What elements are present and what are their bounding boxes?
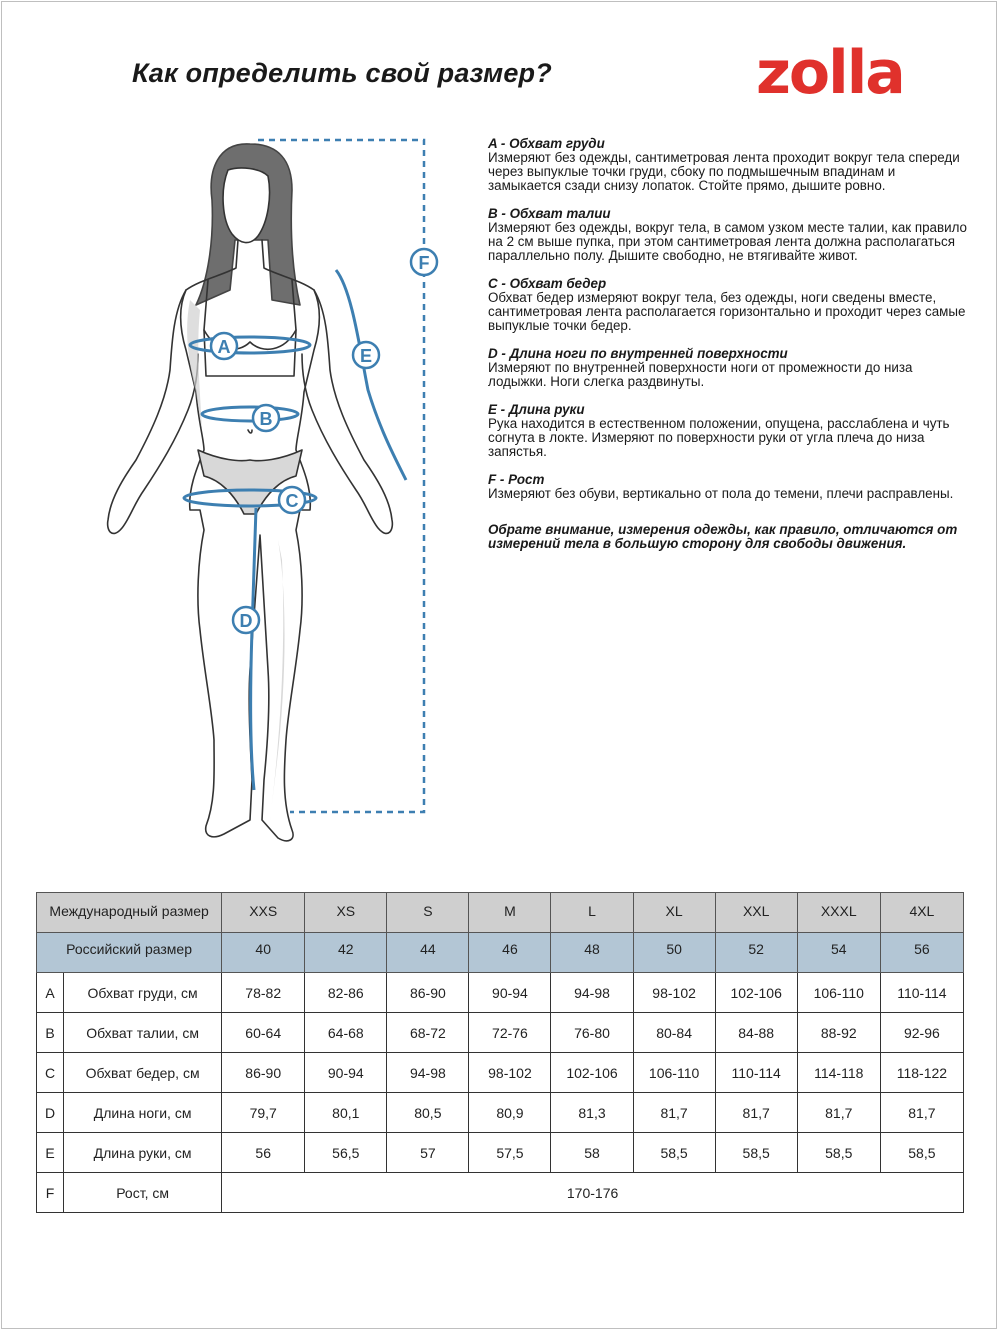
table-row-hips [37, 1053, 964, 1093]
description-text: Измеряют без одежды, сантиметровая лента проходит вокруг тела спереди через выпуклые точки груди, сбоку по подмышечным впадинам и замыкается сзади снизу лопаток. Стойте прямо, дышите ровно. [488, 150, 960, 193]
table-cell: 118-122 [880, 1053, 963, 1093]
description-chest [488, 137, 968, 193]
table-cell: 60-64 [222, 1013, 305, 1053]
rus-size-cell: 54 [797, 933, 880, 973]
table-cell: 76-80 [551, 1013, 633, 1053]
intl-size-cell: M [469, 893, 551, 933]
table-cell: 72-76 [469, 1013, 551, 1053]
description-text: Рука находится в естественном положении, опущена, расслаблена и чуть согнута в локте. Измеряют по поверхности руки от угла плеча до низа запястья. [488, 416, 950, 459]
description-hips [488, 277, 968, 333]
description-waist [488, 207, 968, 263]
table-cell: 106-110 [633, 1053, 715, 1093]
table-cell: 81,7 [715, 1093, 797, 1133]
row-letter: F [37, 1173, 64, 1213]
table-cell: 110-114 [880, 973, 963, 1013]
table-cell: 68-72 [387, 1013, 469, 1053]
table-cell: 58,5 [797, 1133, 880, 1173]
label-c: C [285, 491, 299, 511]
table-row-chest [37, 973, 964, 1013]
table-row-leg [37, 1093, 964, 1133]
intl-size-cell: 4XL [880, 893, 963, 933]
table-row-height [37, 1173, 964, 1213]
description-heading: B - Обхват талии [488, 206, 611, 221]
intl-size-cell: XXS [222, 893, 305, 933]
table-cell: 86-90 [387, 973, 469, 1013]
table-cell: 58,5 [880, 1133, 963, 1173]
table-cell: 84-88 [715, 1013, 797, 1053]
table-cell: 81,7 [633, 1093, 715, 1133]
table-cell: 56,5 [305, 1133, 387, 1173]
table-cell: 88-92 [797, 1013, 880, 1053]
label-b: B [259, 409, 273, 429]
clothing-note: Обрате внимание, измерения одежды, как правило, отличаются от измерений тела в большую сторону для свободы движения. [488, 522, 958, 551]
table-cell: 90-94 [469, 973, 551, 1013]
table-cell: 102-106 [551, 1053, 633, 1093]
table-cell: 114-118 [797, 1053, 880, 1093]
label-f: F [418, 253, 430, 273]
table-cell: 81,7 [797, 1093, 880, 1133]
table-cell: 90-94 [305, 1053, 387, 1093]
rus-size-cell: 40 [222, 933, 305, 973]
table-cell: 86-90 [222, 1053, 305, 1093]
rus-size-cell: 42 [305, 933, 387, 973]
brand-logo: zolla [756, 38, 904, 108]
rus-size-label: Российский размер [37, 933, 222, 973]
row-label: Длина ноги, см [64, 1093, 222, 1133]
row-label: Длина руки, см [64, 1133, 222, 1173]
rus-size-cell: 56 [880, 933, 963, 973]
intl-size-cell: L [551, 893, 633, 933]
page-title: Как определить свой размер? [132, 58, 552, 88]
intl-size-cell: S [387, 893, 469, 933]
label-e: E [359, 346, 373, 366]
table-cell: 80,5 [387, 1093, 469, 1133]
table-cell: 94-98 [551, 973, 633, 1013]
table-cell: 81,7 [880, 1093, 963, 1133]
table-cell: 58,5 [715, 1133, 797, 1173]
description-text: Обхват бедер измеряют вокруг тела, без одежды, ноги сведены вместе, сантиметровая лента располагается горизонтально и проходит через самые выпуклые точки бедер. [488, 290, 966, 333]
description-heading: D - Длина ноги по внутренней поверхности [488, 346, 788, 361]
rus-size-cell: 44 [387, 933, 469, 973]
rus-size-cell: 48 [551, 933, 633, 973]
description-text: Измеряют без одежды, вокруг тела, в самом узком месте талии, как правило на 2 см выше пупка, при этом сантиметровая лента должна располагаться параллельно полу. Дышите свободно, не втягивайте живот. [488, 220, 967, 263]
measurement-descriptions [488, 137, 968, 551]
intl-size-cell: XS [305, 893, 387, 933]
table-cell: 81,3 [551, 1093, 633, 1133]
table-cell: 80-84 [633, 1013, 715, 1053]
rus-size-cell: 46 [469, 933, 551, 973]
intl-size-row [37, 893, 964, 933]
description-height [488, 473, 968, 501]
table-cell: 82-86 [305, 973, 387, 1013]
row-label: Рост, см [64, 1173, 222, 1213]
row-label: Обхват бедер, см [64, 1053, 222, 1093]
table-cell: 92-96 [880, 1013, 963, 1053]
table-cell: 57 [387, 1133, 469, 1173]
description-leg [488, 347, 968, 389]
table-cell: 110-114 [715, 1053, 797, 1093]
description-heading: A - Обхват груди [488, 136, 605, 151]
row-letter: E [37, 1133, 64, 1173]
label-a: A [217, 337, 231, 357]
table-cell: 58 [551, 1133, 633, 1173]
row-letter: C [37, 1053, 64, 1093]
table-cell: 80,9 [469, 1093, 551, 1133]
description-heading: C - Обхват бедер [488, 276, 607, 291]
table-cell: 94-98 [387, 1053, 469, 1093]
intl-size-label: Международный размер [37, 893, 222, 933]
rus-size-cell: 52 [715, 933, 797, 973]
description-arm [488, 403, 968, 459]
table-cell: 64-68 [305, 1013, 387, 1053]
table-cell: 56 [222, 1133, 305, 1173]
description-text: Измеряют без обуви, вертикально от пола до темени, плечи расправлены. [488, 486, 954, 501]
rus-size-row [37, 933, 964, 973]
row-label: Обхват талии, см [64, 1013, 222, 1053]
table-cell: 78-82 [222, 973, 305, 1013]
table-cell: 80,1 [305, 1093, 387, 1133]
row-letter: D [37, 1093, 64, 1133]
row-letter: B [37, 1013, 64, 1053]
table-cell: 98-102 [633, 973, 715, 1013]
intl-size-cell: XXL [715, 893, 797, 933]
table-cell: 106-110 [797, 973, 880, 1013]
description-text: Измеряют по внутренней поверхности ноги от промежности до низа лодыжки. Ноги слегка раздвинуты. [488, 360, 913, 389]
row-label: Обхват груди, см [64, 973, 222, 1013]
table-cell: 58,5 [633, 1133, 715, 1173]
row-letter: A [37, 973, 64, 1013]
intl-size-cell: XXXL [797, 893, 880, 933]
table-cell: 79,7 [222, 1093, 305, 1133]
table-cell: 98-102 [469, 1053, 551, 1093]
table-row-waist [37, 1013, 964, 1053]
rus-size-cell: 50 [633, 933, 715, 973]
description-heading: E - Длина руки [488, 402, 585, 417]
label-d: D [239, 611, 253, 631]
table-cell: 102-106 [715, 973, 797, 1013]
table-cell: 57,5 [469, 1133, 551, 1173]
body-measurement-figure [100, 130, 460, 860]
intl-size-cell: XL [633, 893, 715, 933]
size-table [36, 892, 964, 1213]
height-value-cell: 170-176 [222, 1173, 964, 1213]
table-row-arm [37, 1133, 964, 1173]
description-heading: F - Рост [488, 472, 545, 487]
